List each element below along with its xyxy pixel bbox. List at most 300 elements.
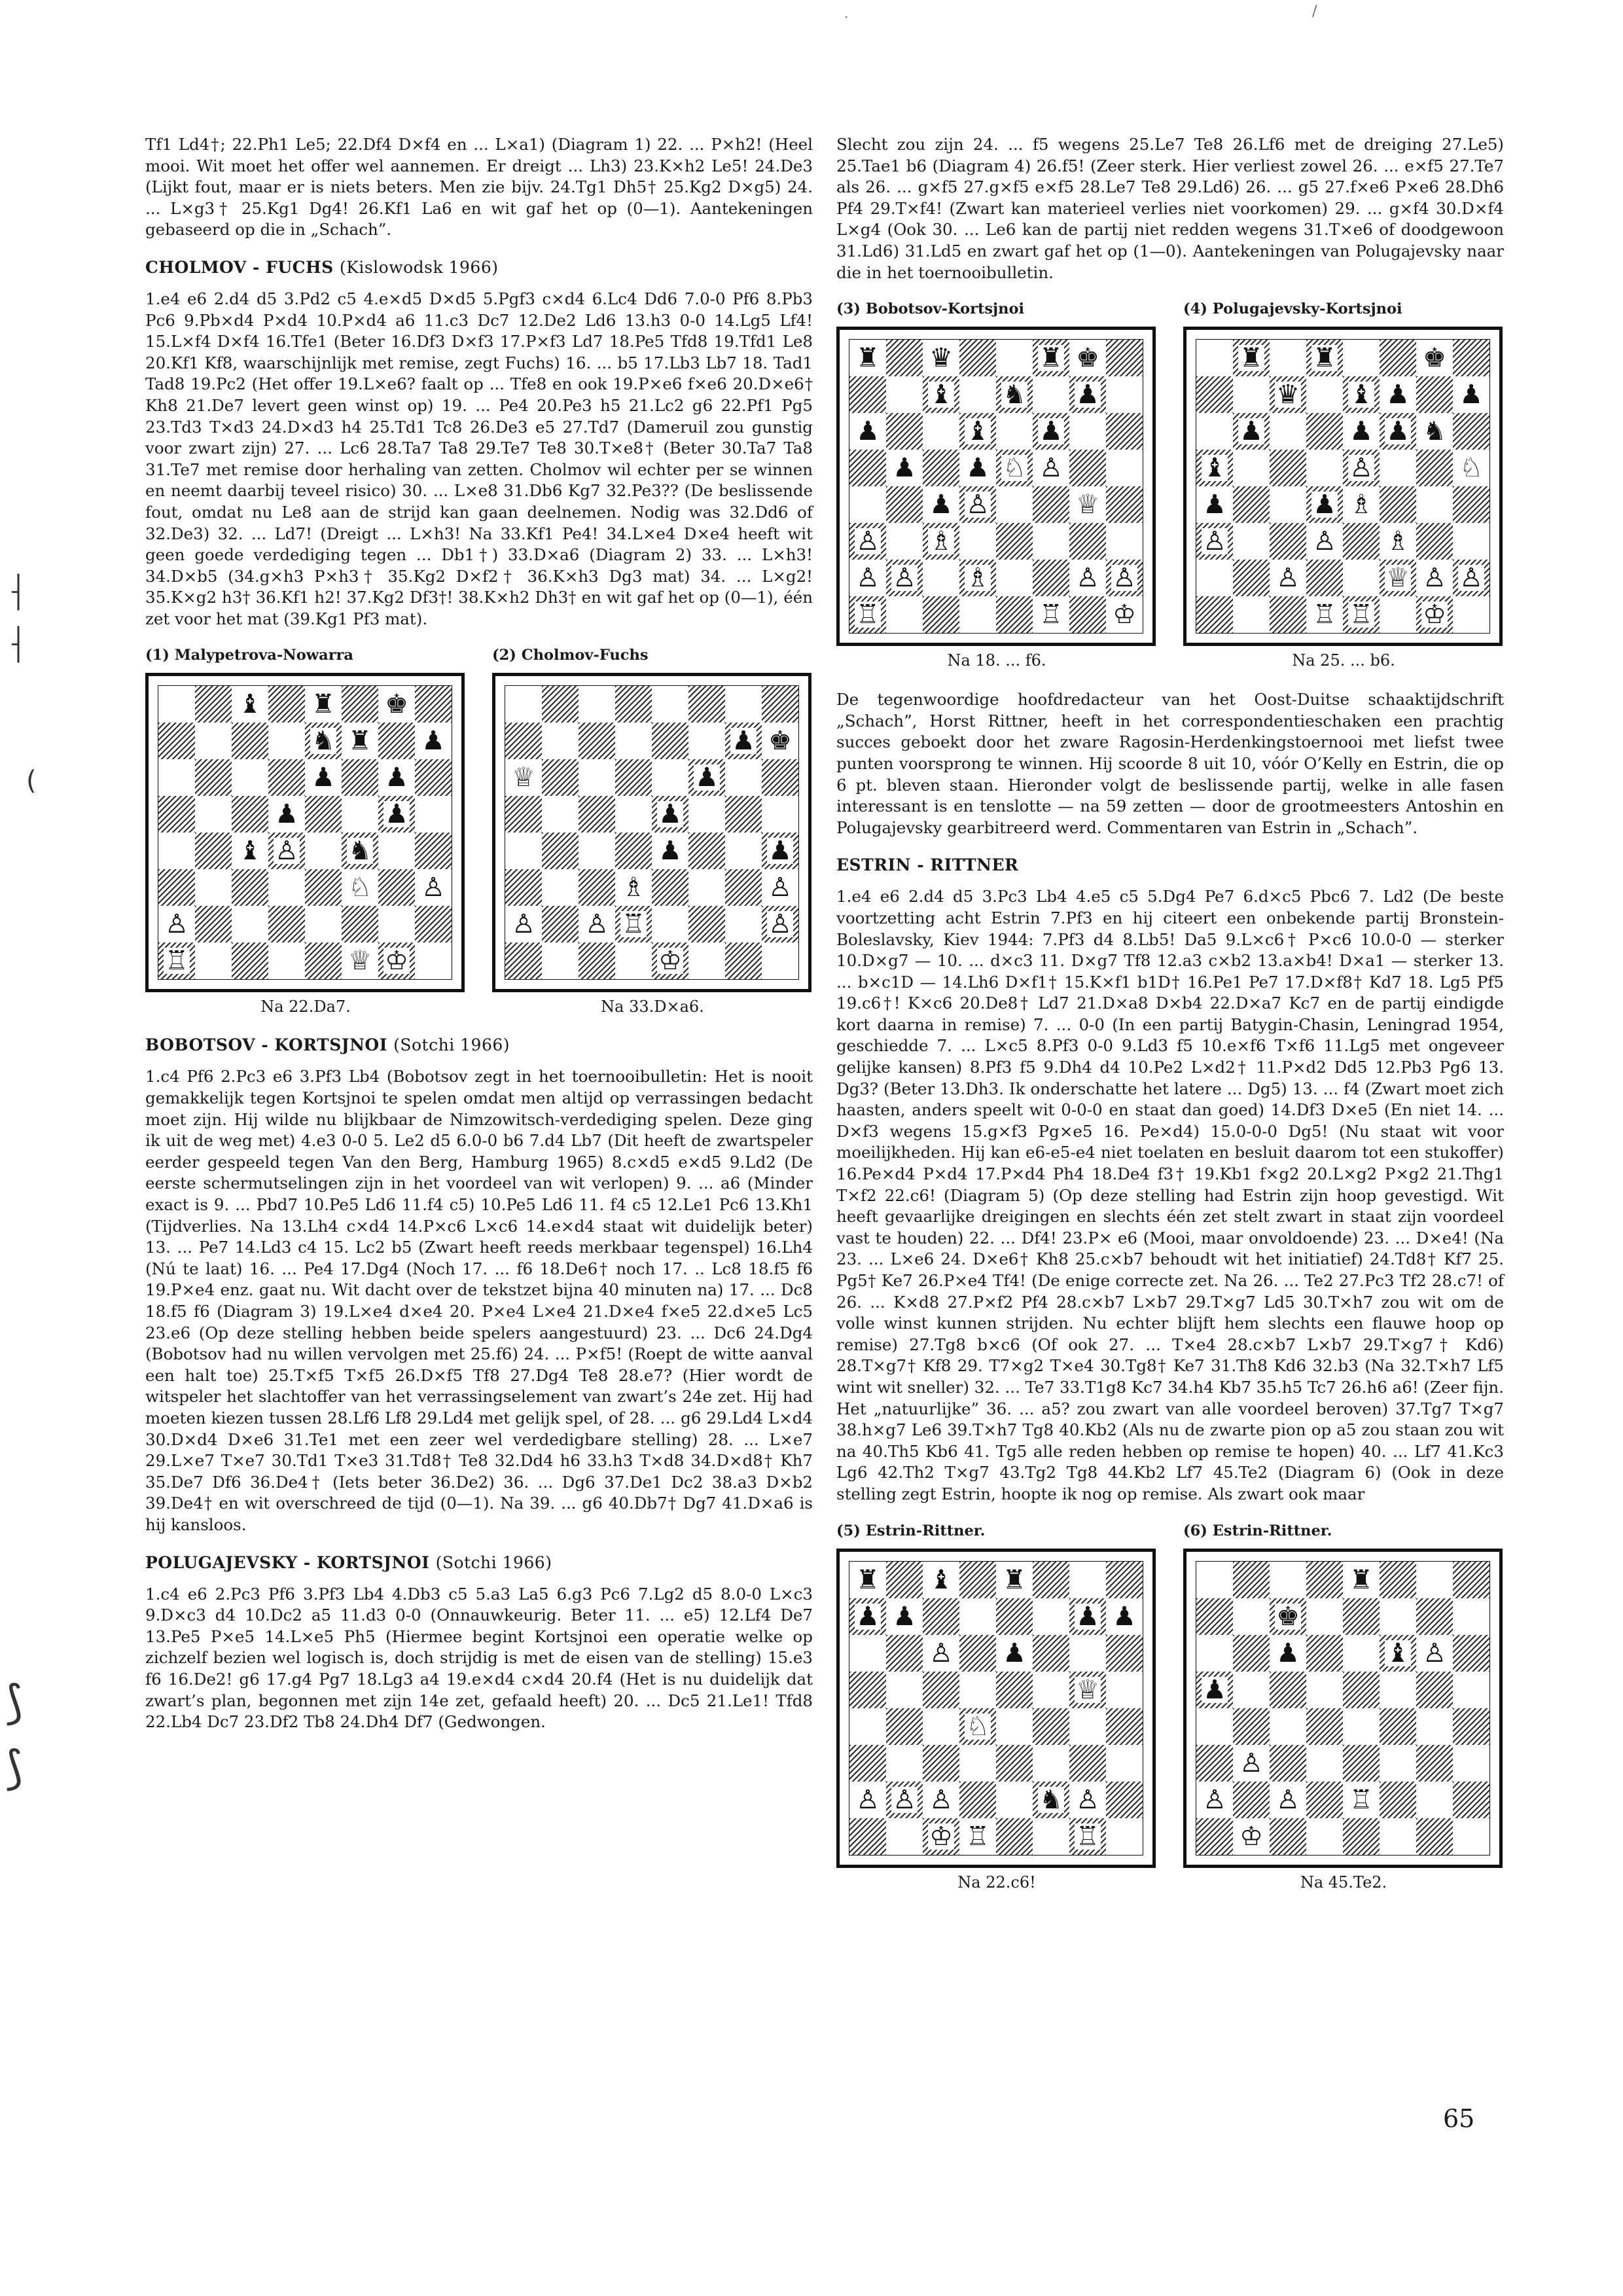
- board-square: [1106, 596, 1143, 633]
- black-rook-icon: ♜: [1349, 1564, 1373, 1595]
- board-square: [1453, 560, 1489, 596]
- binding-mark: ⸡: [5, 568, 26, 611]
- board-square: [1106, 1672, 1143, 1708]
- white-king-icon: ♔: [385, 946, 408, 977]
- board-square: [996, 1672, 1033, 1708]
- board-square: [1106, 1708, 1143, 1745]
- board-square: [1106, 376, 1143, 413]
- board-square: [615, 796, 652, 833]
- board-square: [1343, 1672, 1380, 1708]
- diagram-title: (5) Estrin-Rittner.: [836, 1522, 986, 1539]
- board-square: [158, 686, 195, 723]
- paragraph: Slecht zou zijn 24. ... f5 wegens 25.Le7 Te8 26.Lf6 met de dreiging 27.Le5) 25.Tae1 b6 (Diagram 4) 26.f5! (Zeer sterk. Hier verliest zowel 26. ... e×f5 27.Te7 als 26. ... g×f5 27.g×f5 e×f5 28.Le7 Te8 29.Ld6) 26. ... g5 27.f×e6 P×e6 28.Dh6 Pf4 29.T×f4! (Zwart kan materieel verlies niet voorkomen) 29. ... g×f4 30.D×f4 L×g4 (Ook 30. ... Le6 kan de partij niet redden wegens 31.T×e6 of doodgewoon 31.Ld6) 31.Ld5 en zwart gaf het op (1—0). Aantekeningen van Polugajevsky naar die in het toernooibulletin.: [836, 135, 1504, 282]
- board-square: [1306, 1818, 1343, 1855]
- board-square: [1196, 523, 1233, 560]
- black-queen-icon: ♛: [1276, 380, 1300, 410]
- board-square: [1343, 1745, 1380, 1782]
- white-pawn-icon: ♙: [768, 909, 792, 940]
- board-square: [1453, 1708, 1489, 1745]
- board-square: [886, 1672, 923, 1708]
- board-square: [195, 686, 232, 723]
- chess-diagram: [1183, 1522, 1504, 1892]
- board-square: [923, 596, 959, 633]
- board-square: [762, 796, 798, 833]
- board-square: [195, 942, 232, 979]
- board-square: [959, 413, 996, 450]
- board-square: [886, 523, 923, 560]
- board-square: [1270, 1635, 1306, 1672]
- board-square: [688, 833, 725, 869]
- board-square: [886, 560, 923, 596]
- board-square: [232, 942, 268, 979]
- black-knight-icon: ♞: [1423, 416, 1446, 447]
- board-square: [886, 450, 923, 486]
- board-square: [1106, 1818, 1143, 1855]
- board-square: [886, 1745, 923, 1782]
- board-square: [378, 869, 415, 906]
- board-square: [652, 869, 688, 906]
- white-pawn-icon: ♙: [421, 872, 445, 903]
- board-square: [542, 759, 579, 796]
- board-square: [923, 413, 959, 450]
- board-square: [886, 1635, 923, 1672]
- white-queen-icon: ♕: [1076, 1674, 1099, 1705]
- board-square: [762, 759, 798, 796]
- board-square: [505, 796, 542, 833]
- binding-mark: ⟆: [5, 1741, 24, 1795]
- board-square: [886, 486, 923, 523]
- diagram-caption: Na 18. ... f6.: [947, 651, 1046, 670]
- board-square: [378, 686, 415, 723]
- white-pawn-icon: ♙: [1076, 1784, 1099, 1815]
- white-queen-icon: ♕: [348, 946, 372, 977]
- chess-diagram: [836, 300, 1157, 670]
- game-heading: [145, 1553, 813, 1572]
- board-square: [1380, 1782, 1416, 1818]
- board-square: [849, 560, 886, 596]
- white-pawn-icon: ♙: [1459, 563, 1483, 594]
- black-pawn-icon: ♟: [1386, 416, 1410, 447]
- board-square: [652, 686, 688, 723]
- board-square: [1343, 560, 1380, 596]
- board-square: [505, 833, 542, 869]
- board-square: [1306, 1745, 1343, 1782]
- board-square: [923, 1818, 959, 1855]
- board-square: [886, 1818, 923, 1855]
- board-square: [996, 413, 1033, 450]
- white-pawn-icon: ♙: [893, 1784, 916, 1815]
- board-square: [1416, 450, 1453, 486]
- board-square: [342, 869, 378, 906]
- black-knight-icon: ♞: [348, 836, 372, 867]
- board-square: [415, 759, 452, 796]
- board-square: [1033, 1672, 1069, 1708]
- chess-board: [1183, 327, 1503, 646]
- board-square: [996, 450, 1033, 486]
- board-square: [1453, 340, 1489, 376]
- board-square: [1416, 1818, 1453, 1855]
- board-square: [923, 1598, 959, 1635]
- board-square: [1270, 1562, 1306, 1598]
- board-square: [1233, 486, 1270, 523]
- diagram-title: (6) Estrin-Rittner.: [1183, 1522, 1332, 1539]
- board-square: [158, 796, 195, 833]
- board-square: [996, 560, 1033, 596]
- board-square: [1196, 413, 1233, 450]
- white-pawn-icon: ♙: [1203, 1784, 1226, 1815]
- black-rook-icon: ♜: [1240, 343, 1263, 374]
- board-square: [849, 413, 886, 450]
- board-square: [996, 1818, 1033, 1855]
- white-queen-icon: ♕: [512, 762, 535, 793]
- board-square: [1033, 486, 1069, 523]
- black-pawn-icon: ♟: [1203, 1674, 1226, 1705]
- board-square: [1233, 1708, 1270, 1745]
- black-pawn-icon: ♟: [421, 726, 445, 757]
- board-square: [1233, 596, 1270, 633]
- white-pawn-icon: ♙: [1349, 453, 1373, 484]
- board-square: [1270, 1782, 1306, 1818]
- board-square: [579, 723, 615, 759]
- black-pawn-icon: ♟: [1113, 1601, 1136, 1632]
- board-square: [1306, 413, 1343, 450]
- white-pawn-icon: ♙: [929, 1784, 953, 1815]
- board-square: [1453, 376, 1489, 413]
- board-square: [1233, 1562, 1270, 1598]
- board-square: [579, 942, 615, 979]
- board-square: [1380, 450, 1416, 486]
- board-square: [1380, 560, 1416, 596]
- board-square: [725, 759, 762, 796]
- black-king-icon: ♚: [768, 726, 792, 757]
- board-square: [1453, 450, 1489, 486]
- board-square: [1033, 450, 1069, 486]
- game-event: (Sotchi 1966): [435, 1552, 552, 1572]
- board-square: [1343, 1782, 1380, 1818]
- board-square: [505, 942, 542, 979]
- board-square: [378, 723, 415, 759]
- white-pawn-icon: ♙: [1276, 563, 1300, 594]
- chess-board: [145, 673, 465, 992]
- board-square: [688, 942, 725, 979]
- white-king-icon: ♔: [658, 946, 682, 977]
- board-square: [1196, 1782, 1233, 1818]
- board-square: [542, 796, 579, 833]
- board-square: [505, 686, 542, 723]
- board-square: [1069, 1818, 1106, 1855]
- board-square: [1343, 450, 1380, 486]
- board-square: [762, 942, 798, 979]
- game-event: (Kislowodsk 1966): [339, 257, 499, 277]
- board-square: [1306, 1782, 1343, 1818]
- board-square: [688, 796, 725, 833]
- diagram-title: (4) Polugajevsky-Kortsjnoi: [1183, 300, 1402, 318]
- board-square: [1069, 1745, 1106, 1782]
- board-square: [923, 523, 959, 560]
- board-square: [959, 450, 996, 486]
- black-pawn-icon: ♟: [966, 453, 990, 484]
- board-square: [1380, 1598, 1416, 1635]
- board-square: [542, 906, 579, 942]
- black-bishop-icon: ♝: [238, 836, 262, 867]
- board-square: [1233, 523, 1270, 560]
- white-knight-icon: ♘: [966, 1711, 990, 1742]
- game-heading: [145, 1035, 813, 1054]
- binding-mark: ⟆: [5, 1676, 24, 1729]
- white-queen-icon: ♕: [1076, 490, 1099, 520]
- board-square: [1306, 450, 1343, 486]
- board-square: [579, 869, 615, 906]
- board-square: [1306, 376, 1343, 413]
- board-square: [615, 833, 652, 869]
- white-rook-icon: ♖: [966, 1821, 990, 1852]
- board-square: [1453, 413, 1489, 450]
- binding-mark: (: [26, 766, 37, 796]
- board-square: [268, 723, 305, 759]
- game-title: BOBOTSOV - KORTSJNOI: [145, 1035, 387, 1055]
- game-heading: [836, 855, 1504, 874]
- board-square: [996, 1635, 1033, 1672]
- diagram-caption: Na 25. ... b6.: [1292, 651, 1395, 670]
- board-square: [232, 723, 268, 759]
- white-rook-icon: ♖: [622, 909, 645, 940]
- board-square: [1106, 523, 1143, 560]
- board-square: [1196, 596, 1233, 633]
- board-square: [615, 906, 652, 942]
- black-bishop-icon: ♝: [929, 1564, 953, 1595]
- board-square: [1196, 1635, 1233, 1672]
- black-pawn-icon: ♟: [768, 836, 792, 867]
- board-square: [1233, 1598, 1270, 1635]
- board-square: [1343, 1562, 1380, 1598]
- board-square: [1416, 1562, 1453, 1598]
- board-square: [725, 906, 762, 942]
- black-pawn-icon: ♟: [275, 799, 298, 830]
- board-square: [268, 833, 305, 869]
- board-square: [1033, 340, 1069, 376]
- board-square: [923, 560, 959, 596]
- board-square: [886, 1708, 923, 1745]
- board-square: [305, 906, 342, 942]
- board-square: [652, 833, 688, 869]
- board-square: [305, 833, 342, 869]
- diagram-caption: Na 22.Da7.: [260, 997, 351, 1016]
- board-square: [1233, 413, 1270, 450]
- board-square: [1233, 1818, 1270, 1855]
- board-square: [923, 1562, 959, 1598]
- board-square: [652, 906, 688, 942]
- board-square: [505, 906, 542, 942]
- board-square: [1270, 1708, 1306, 1745]
- board-square: [1033, 413, 1069, 450]
- board-square: [268, 906, 305, 942]
- board-square: [415, 833, 452, 869]
- board-square: [232, 906, 268, 942]
- board-square: [1069, 1672, 1106, 1708]
- board-square: [1270, 560, 1306, 596]
- white-bishop-icon: ♗: [1386, 526, 1410, 557]
- black-rook-icon: ♜: [856, 1564, 880, 1595]
- board-square: [268, 942, 305, 979]
- board-square: [1416, 1782, 1453, 1818]
- board-square: [996, 523, 1033, 560]
- board-square: [1270, 450, 1306, 486]
- white-pawn-icon: ♙: [856, 1784, 880, 1815]
- board-square: [923, 486, 959, 523]
- board-square: [158, 723, 195, 759]
- game-heading: [145, 258, 813, 277]
- board-square: [849, 1745, 886, 1782]
- board-square: [579, 759, 615, 796]
- board-square: [923, 1672, 959, 1708]
- board-square: [725, 796, 762, 833]
- board-square: [232, 796, 268, 833]
- board-square: [378, 759, 415, 796]
- board-square: [195, 759, 232, 796]
- board-square: [579, 796, 615, 833]
- board-square: [725, 723, 762, 759]
- white-queen-icon: ♕: [1386, 563, 1410, 594]
- pencil-mark: /: [1312, 3, 1317, 20]
- board-square: [959, 340, 996, 376]
- board-square: [849, 523, 886, 560]
- board-square: [158, 759, 195, 796]
- board-square: [652, 942, 688, 979]
- board-square: [996, 596, 1033, 633]
- board-square: [1106, 340, 1143, 376]
- board-square: [688, 869, 725, 906]
- white-king-icon: ♔: [1113, 600, 1136, 630]
- board-square: [1380, 1745, 1416, 1782]
- board-square: [1033, 1635, 1069, 1672]
- board-square: [1106, 560, 1143, 596]
- black-pawn-icon: ♟: [1003, 1638, 1026, 1668]
- black-pawn-icon: ♟: [1039, 416, 1063, 447]
- paragraph: De tegenwoordige hoofdredacteur van het Oost-Duitse schaaktijdschrift „Schach”, Horst Rittner, heeft in het correspondentieschaken een prachtig succes geboekt door het zware Ragosin-Herdenkingstoernooi met liefst twee punten voorsprong te winnen. Hij scoorde 8 uit 10, vóór O’Kelly en Estrin, die op 6 pt. bleven staan. Hieronder volgt de beslissende partij, welke in alle fasen interessant is en tenslotte — na 59 zetten — door de grootmeesters Antoshin en Polugajevsky gearbitreerd werd. Commentaren van Estrin in „Schach”.: [836, 690, 1504, 837]
- white-pawn-icon: ♙: [1113, 563, 1136, 594]
- board-square: [1343, 1635, 1380, 1672]
- board-square: [1306, 340, 1343, 376]
- board-square: [415, 869, 452, 906]
- black-bishop-icon: ♝: [238, 689, 262, 720]
- chess-diagram: [836, 1522, 1157, 1892]
- board-square: [1106, 486, 1143, 523]
- board-square: [195, 796, 232, 833]
- board-square: [1453, 1782, 1489, 1818]
- board-square: [1453, 1745, 1489, 1782]
- board-square: [378, 906, 415, 942]
- board-square: [615, 942, 652, 979]
- white-pawn-icon: ♙: [1039, 453, 1063, 484]
- white-rook-icon: ♖: [1039, 600, 1063, 630]
- board-square: [305, 869, 342, 906]
- white-king-icon: ♔: [1423, 600, 1446, 630]
- board-square: [849, 1635, 886, 1672]
- board-square: [996, 1745, 1033, 1782]
- black-rook-icon: ♜: [1313, 343, 1336, 374]
- white-king-icon: ♔: [929, 1821, 953, 1852]
- board-square: [1033, 1598, 1069, 1635]
- board-square: [959, 1708, 996, 1745]
- board-square: [195, 906, 232, 942]
- board-square: [849, 486, 886, 523]
- board-square: [1380, 1672, 1416, 1708]
- paragraph: 1.e4 e6 2.d4 d5 3.Pc3 Lb4 4.e5 c5 5.Dg4 Pe7 6.d×c5 Pbc6 7. Ld2 (De beste voortzetting acht Estrin 7.Pf3 en hij citeert een onbekende partij Bronstein-Boleslavsky, Kiev 1944: 7.Pf3 d4 8.Lb5! Da5 9.L×c6† P×c6 10.0-0 — sterker 10.D×g7 — 10. ... d×c3 11. D×g7 Tf8 12.a3 c×b2 13.a×b4! D×a1 — sterker 13. ... b×c1D — 14.Lh6 D×f1† 15.K×f1 b1D† 16.Pe1 Pe7 17.D×f8† Kd7 18. Lg5 Pf5 19.c6†! K×c6 20.De8† Ld7 21.D×a8 D×b4 22.D×a7 Kc7 en de partij eindigde kort daarna in remise) 7. ... 0-0 (In een partij Batygin-Chasin, Leningrad 1954, geschiedde 7. ... L×c5 8.Pf3 0-0 9.Ld3 f5 10.e×f6 T×f6 11.Lg5 met ongeveer gelijke kansen) 8.Pf3 f5 9.Dh4 d4 10.Pe2 L×d2† 11.P×d2 Dd5 12.Pb3 Pg6 13. Dg3? (Beter 13.Dh3. Ik onderschatte het latere ... Dg5) 13. ... f4 (Zwart moet zich haasten, anders speelt wit 0-0-0 en staat dan goed) 14.Df3 D×e5 (En niet 14. ... D×f3 wegens 15.g×f3 Pg×e5 16. Pe×d4) 15.0-0-0 Dg5! (Nu staat wit voor moeilijkheden. Hij kan e6-e5-e4 niet toelaten en besluit daarom tot een stukoffer) 16.Pe×d4 P×d4 17.P×d4 Ph4 18.De4 f3† 19.Kb1 f×g2 20.L×g2 P×g2 21.Thg1 T×f2 22.c6! (Diagram 5) (Op deze stelling had Estrin zijn hoop gevestigd. Wit heeft gevaarlijke dreigingen en slechts één zet stelt zwart in staat zijn voordeel vast te houden) 22. ... Df4! 23.P× e6 (Mooi, maar onvoldoende) 23. ... D×e4! (Na 23. ... L×e6 24. D×e6† Kh8 25.c×b7 behoudt wit het initiatief) 24.Td8† Kf7 25. Pg5† Ke7 26.P×e4 Tf4! (De enige correcte zet. Na 26. ... Te2 27.Pc3 Tf2 28.c7! of 26. ... K×d8 27.P×f2 Pf4 28.c×b7 L×b7 29.T×g7 Ld5 30.T×h7 zou wit om de volle winst kunnen strijden. Nu echter blijft hem slechts een flauwe hoop op remise) 27.Tg8 b×c6 (Of ook 27. ... T×e4 28.c×b7 L×b7 29.T×g7† Kd6) 28.T×g7† Kf8 29. T7×g2 T×e4 30.Tg8† Ke7 31.Th8 Kd6 32.b3 (Na 32.T×h7 Lf5 wint wit sneller) 32. ... Te7 33.T1g8 Kc7 34.h4 Kb7 35.h5 Tc7 26.h6 a6! (Zeer fijn. Het „natuurlijke” 36. ... a5? zou zwart van alle voordeel beroven) 37.Tg7 T×g7 38.h×g7 Le6 39.T×h7 Tg8 40.Kb2 (Als nu de zwarte pion op a5 zou staan zou wit na 40.Th5 Kb6 41. Tg5 alle reden hebben op remise te hopen) 40. ... Lf7 41.Kc3 Lg6 42.Th2 T×g7 43.Tg2 Tg8 44.Kb2 Lf7 45.Te2 (Diagram 6) (Ook in deze stelling zegt Estrin, hoopte ik nog op remise. Als zwart ook maar: [836, 887, 1504, 1503]
- board-square: [1453, 1598, 1489, 1635]
- board-square: [688, 906, 725, 942]
- black-pawn-icon: ♟: [1240, 416, 1263, 447]
- board-square: [959, 376, 996, 413]
- board-square: [1453, 596, 1489, 633]
- board-square: [232, 869, 268, 906]
- board-square: [886, 596, 923, 633]
- board-square: [1416, 1598, 1453, 1635]
- board-square: [1306, 486, 1343, 523]
- board-square: [615, 759, 652, 796]
- board-square: [1270, 1672, 1306, 1708]
- board-square: [1069, 560, 1106, 596]
- board-square: [1343, 1598, 1380, 1635]
- board-square: [959, 1598, 996, 1635]
- board-square: [959, 596, 996, 633]
- white-rook-icon: ♖: [165, 946, 188, 977]
- board-square: [923, 1635, 959, 1672]
- board-square: [158, 833, 195, 869]
- black-rook-icon: ♜: [1039, 343, 1063, 374]
- board-square: [1270, 596, 1306, 633]
- black-pawn-icon: ♟: [856, 1601, 880, 1632]
- board-square: [342, 906, 378, 942]
- board-square: [1416, 523, 1453, 560]
- board-square: [1069, 340, 1106, 376]
- board-square: [923, 450, 959, 486]
- board-square: [1380, 1635, 1416, 1672]
- board-square: [886, 1782, 923, 1818]
- board-square: [1416, 1635, 1453, 1672]
- diagram-caption: Na 22.c6!: [957, 1873, 1036, 1892]
- white-pawn-icon: ♙: [1423, 563, 1446, 594]
- board-square: [1270, 340, 1306, 376]
- board-square: [415, 906, 452, 942]
- board-square: [1069, 1782, 1106, 1818]
- board-square: [1343, 376, 1380, 413]
- black-king-icon: ♚: [1076, 343, 1099, 374]
- board-square: [849, 596, 886, 633]
- board-square: [849, 450, 886, 486]
- black-bishop-icon: ♝: [929, 380, 953, 410]
- board-square: [1069, 413, 1106, 450]
- board-square: [542, 833, 579, 869]
- board-square: [1416, 560, 1453, 596]
- board-square: [652, 796, 688, 833]
- diagram-row: [145, 647, 813, 1016]
- board-square: [849, 340, 886, 376]
- board-square: [959, 560, 996, 596]
- black-king-icon: ♚: [1423, 343, 1446, 374]
- white-pawn-icon: ♙: [1203, 526, 1226, 557]
- board-square: [1270, 523, 1306, 560]
- board-square: [342, 686, 378, 723]
- board-square: [305, 723, 342, 759]
- game-title: POLUGAJEVSKY - KORTSJNOI: [145, 1552, 430, 1572]
- board-square: [415, 942, 452, 979]
- board-square: [1343, 596, 1380, 633]
- board-square: [232, 759, 268, 796]
- board-square: [378, 833, 415, 869]
- white-rook-icon: ♖: [1313, 600, 1336, 630]
- board-square: [1033, 1562, 1069, 1598]
- board-square: [415, 796, 452, 833]
